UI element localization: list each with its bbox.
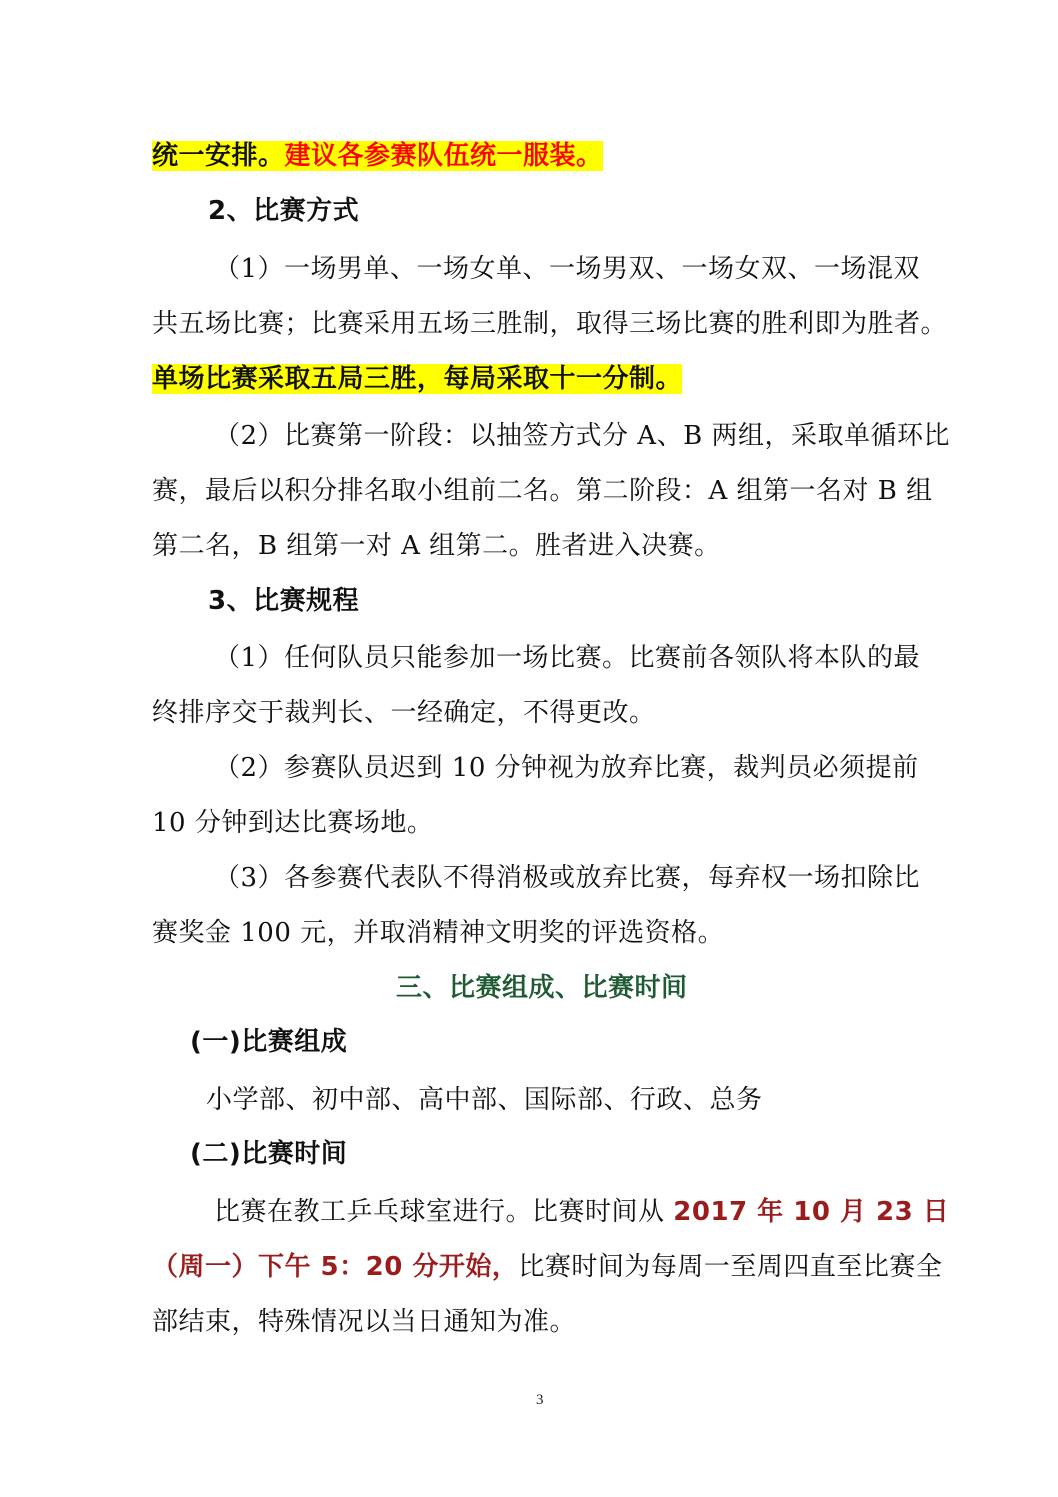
rule-1-line-2: 终排序交于裁判长、一经确定，不得更改。: [152, 698, 656, 728]
start-date: 2017 年 10 月 23 日: [673, 1197, 950, 1227]
arrangement-text: 统一安排。: [152, 141, 285, 171]
uniform-suggestion: 建议各参赛队伍统一服装。: [284, 141, 603, 171]
rule-2-line-2: 10 分钟到达比赛场地。: [152, 808, 434, 838]
start-time: （周一）下午 5：20 分开始，: [152, 1252, 519, 1282]
section-title: 三、比赛组成、比赛时间: [396, 973, 688, 1003]
rule-1-line-1: （1）任何队员只能参加一场比赛。比赛前各领队将本队的最: [214, 643, 921, 673]
format-item-2-line-1: （2）比赛第一阶段：以抽签方式分 A、B 两组，采取单循环比: [214, 421, 950, 451]
schedule-text: 比赛时间为每周一至周四直至比赛全: [518, 1252, 943, 1282]
composition-list: 小学部、初中部、高中部、国际部、行政、总务: [206, 1085, 763, 1115]
time-line-1: [214, 1194, 949, 1230]
rule-2-line-1: （2）参赛队员迟到 10 分钟视为放弃比赛，裁判员必须提前: [214, 753, 919, 783]
rule-3-line-1: （3）各参赛代表队不得消极或放弃比赛，每弃权一场扣除比: [214, 863, 921, 893]
format-item-2-line-3: 第二名，B 组第一对 A 组第二。胜者进入决赛。: [152, 531, 721, 561]
heading-match-format: 2、比赛方式: [208, 196, 360, 226]
format-item-1-line-3: [152, 361, 682, 397]
subsection-composition-title: (一)比赛组成: [190, 1027, 348, 1057]
time-line-2: [152, 1249, 942, 1285]
heading-match-rules: 3、比赛规程: [208, 586, 360, 616]
subsection-time-title: (二)比赛时间: [190, 1139, 348, 1169]
rule-3-line-2: 赛奖金 100 元，并取消精神文明奖的评选资格。: [152, 918, 725, 948]
format-item-2-line-2: 赛，最后以积分排名取小组前二名。第二阶段：A 组第一名对 B 组: [152, 476, 933, 506]
scoring-rule-highlight: 单场比赛采取五局三胜，每局采取十一分制。: [152, 364, 683, 394]
page-number: 3: [536, 1392, 544, 1408]
paragraph-continuation: [152, 138, 603, 174]
venue-text: 比赛在教工乒乓球室进行。比赛时间从: [214, 1197, 674, 1227]
format-item-1-line-1: （1）一场男单、一场女单、一场男双、一场女双、一场混双: [214, 254, 921, 284]
format-item-1-line-2: 共五场比赛；比赛采用五场三胜制，取得三场比赛的胜利即为胜者。: [152, 309, 948, 339]
time-line-3: 部结束，特殊情况以当日通知为准。: [152, 1307, 577, 1337]
